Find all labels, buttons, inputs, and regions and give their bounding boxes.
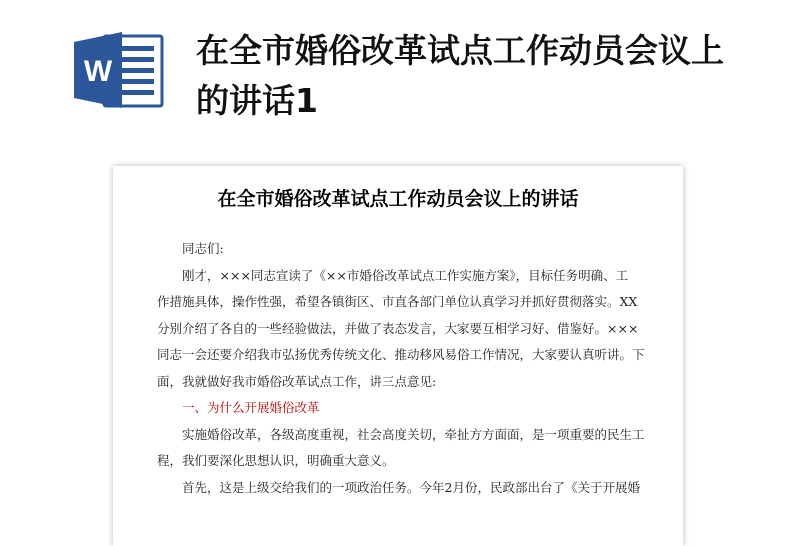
document-page (113, 166, 683, 546)
paragraph-line: 首先，这是上级交给我们的一项政治任务。今年2月份，民政部出台了《关于开展婚 (182, 479, 640, 495)
page-title: 在全市婚俗改革试点工作动员会议上的讲话1 (196, 31, 724, 120)
paragraph-line: 程，我们要深化思想认识，明确重大意义。 (157, 453, 395, 468)
paragraph-line: 实施婚俗改革，各级高度重视，社会高度关切，牵扯方方面面，是一项重要的民生工 (182, 426, 645, 442)
document-title: 在全市婚俗改革试点工作动员会议上的讲话 (217, 188, 579, 210)
section-heading-1: 一、为什么开展婚俗改革 (182, 400, 320, 415)
paragraph-line: 刚才，×××同志宣读了《××市婚俗改革试点工作实施方案》，目标任务明确、工 (182, 267, 629, 283)
word-icon-letter: W (83, 55, 113, 88)
word-document-icon (74, 30, 164, 110)
paragraph-line: 面，我就做好我市婚俗改革试点工作，讲三点意见: (157, 373, 437, 389)
paragraph-1 (157, 263, 645, 396)
salutation: 同志们: (182, 241, 224, 256)
paragraph-line: 同志一会还要介绍我市弘扬优秀传统文化、推动移风易俗工作情况，大家要认真听讲。下 (157, 347, 645, 362)
paragraph-2 (157, 422, 645, 475)
paragraph-3 (157, 475, 641, 502)
document-body (157, 236, 645, 501)
paragraph-line: 分别介绍了各自的一些经验做法，并做了表态发言，大家要互相学习好、借鉴好。××× (157, 320, 639, 336)
paragraph-line: 作措施具体，操作性强，希望各镇街区、市直各部门单位认真学习并抓好贯彻落实。XX (157, 294, 638, 309)
header (0, 0, 800, 150)
